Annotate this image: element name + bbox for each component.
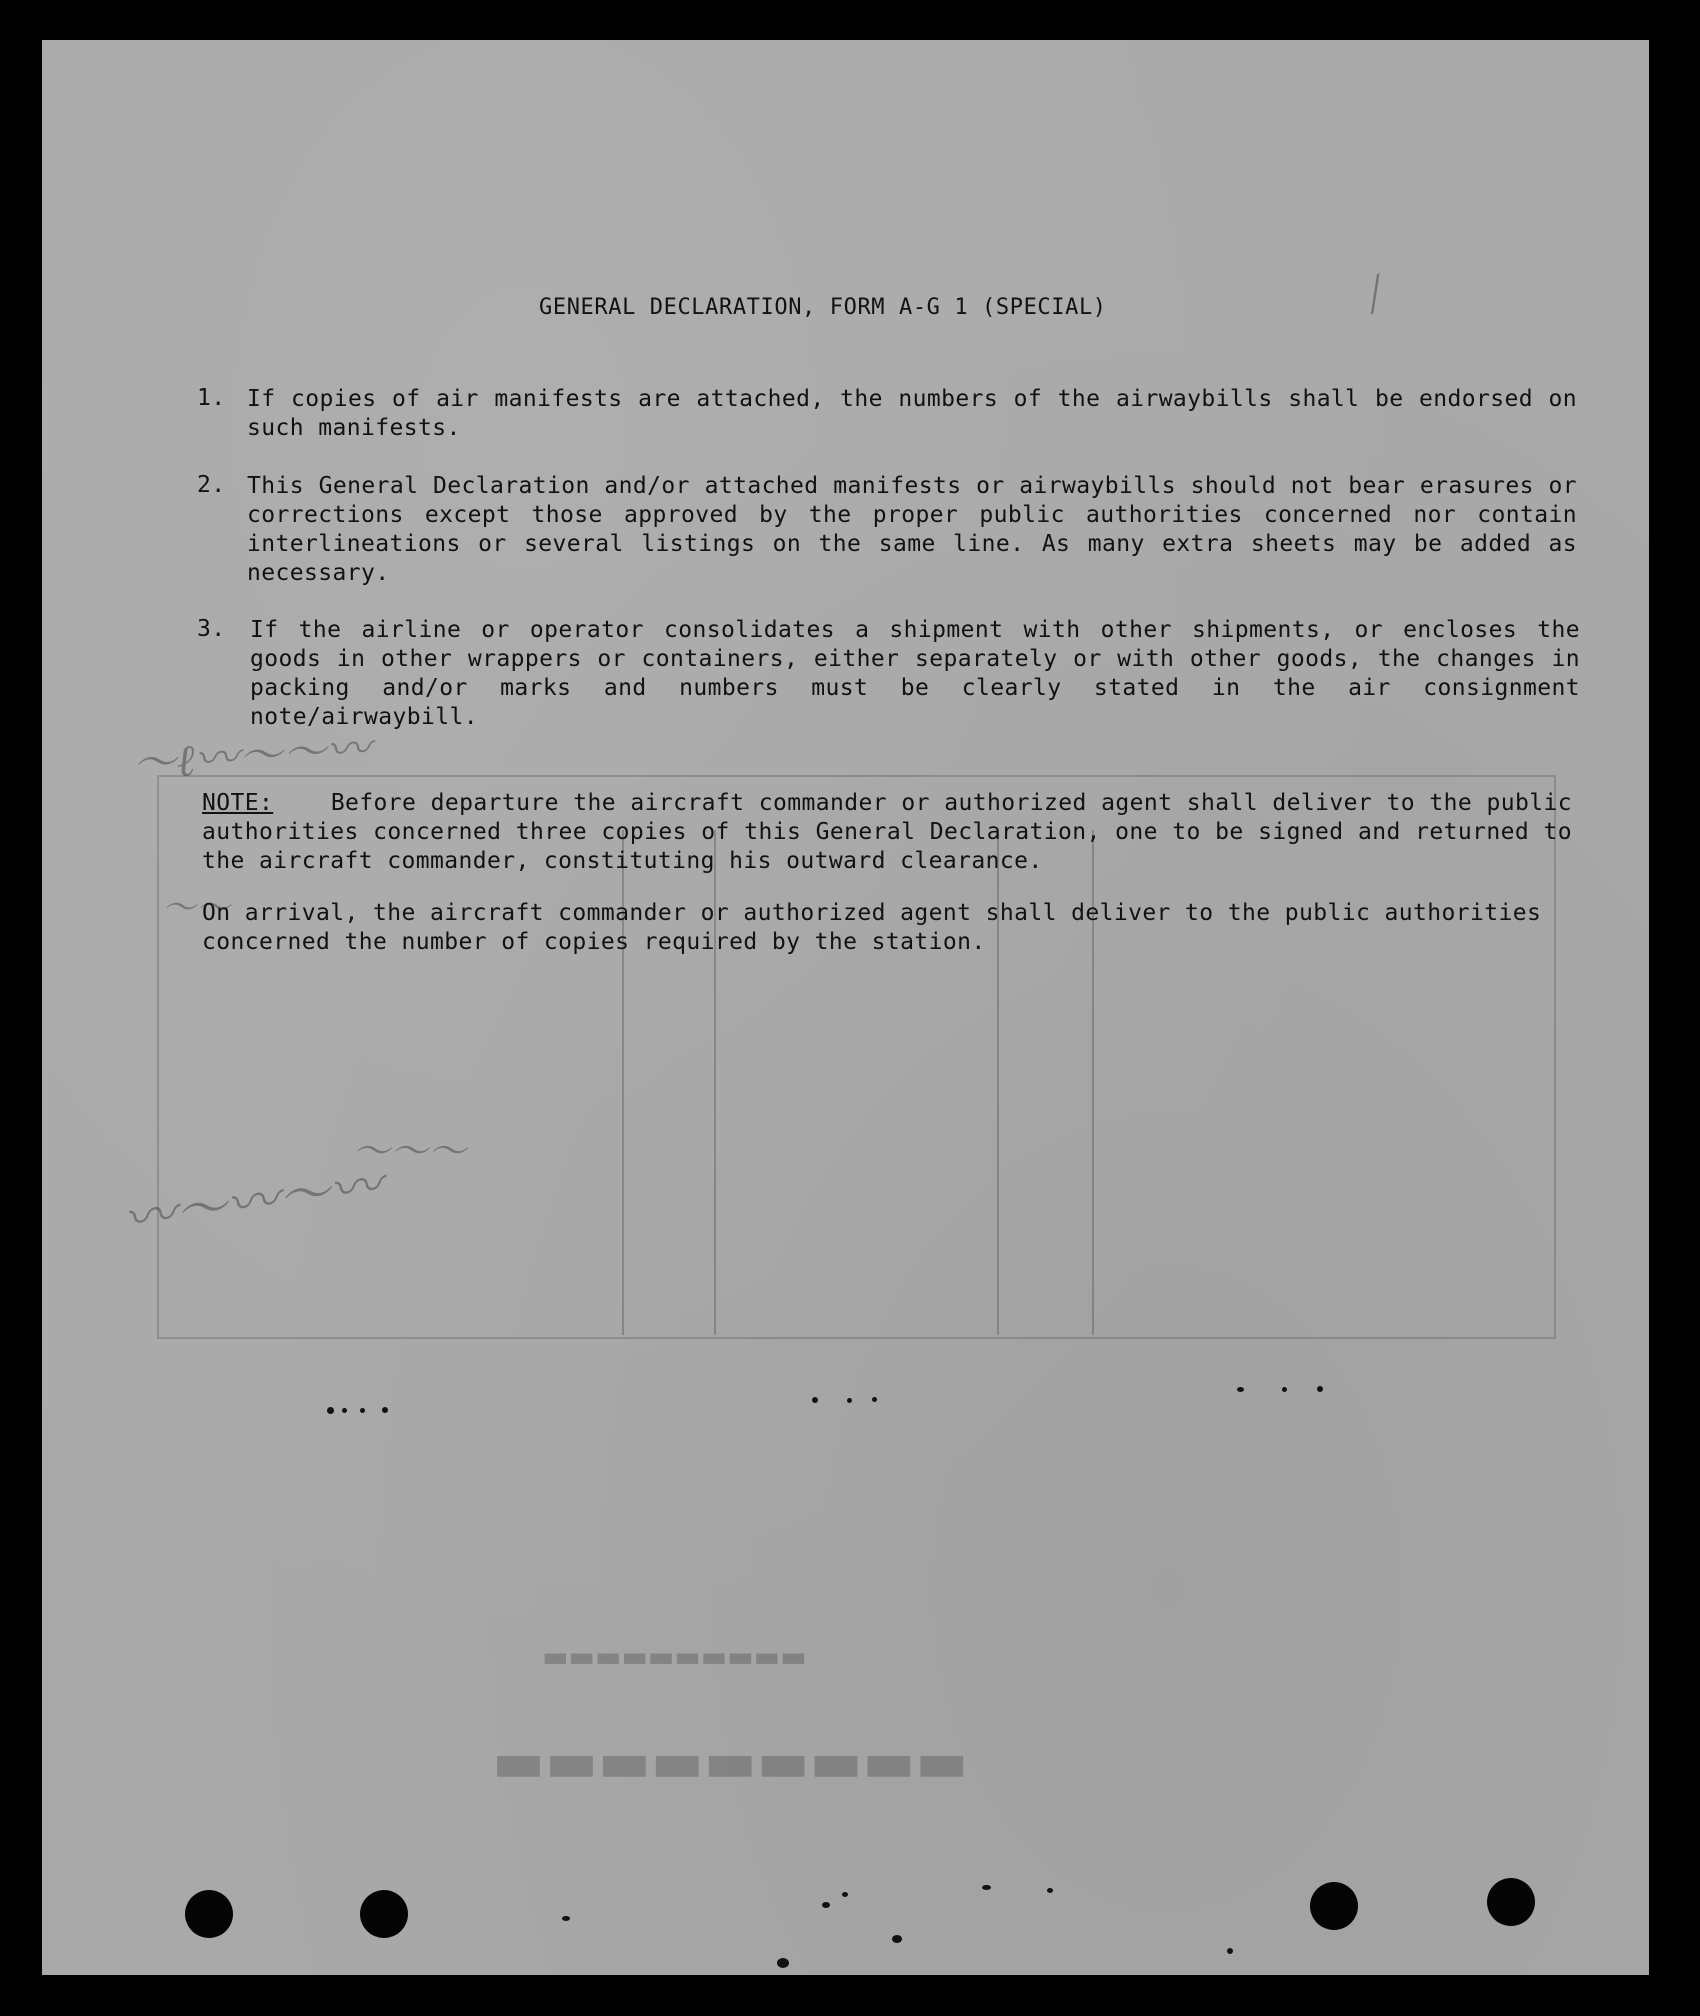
ink-speck <box>360 1408 365 1413</box>
ink-speck <box>1317 1386 1323 1392</box>
item-number: 3. <box>197 616 226 642</box>
ink-speck <box>1227 1948 1233 1954</box>
handwritten-mark: 〰〜〰〜〰 <box>119 1155 386 1251</box>
ink-speck <box>1047 1888 1053 1893</box>
punch-hole <box>185 1890 233 1938</box>
ink-speck <box>812 1397 818 1403</box>
item-number: 2. <box>197 472 226 498</box>
ink-speck <box>382 1407 388 1413</box>
ink-speck <box>847 1398 852 1403</box>
ink-speck <box>562 1916 570 1921</box>
document-title: GENERAL DECLARATION, FORM A-G 1 (SPECIAL) <box>539 295 1107 320</box>
handwritten-mark: 〜〜 <box>162 888 230 928</box>
document-page <box>42 40 1649 1975</box>
bleed-through-subheading: ▬▬▬▬▬▬▬▬▬▬ <box>542 1640 807 1673</box>
ink-speck <box>892 1935 902 1943</box>
punch-hole <box>1487 1878 1535 1926</box>
item-number: 1. <box>197 385 226 411</box>
note-text: Before departure the aircraft commander or authorized agent shall deliver to the public authorities concerned three copies of this General Declaration, one to be signed and returned to the aircraft commander, constituting his outward clearance. <box>202 790 1572 874</box>
ink-speck <box>777 1958 789 1968</box>
punch-hole <box>1310 1882 1358 1930</box>
ink-speck <box>842 1892 848 1897</box>
ink-speck <box>1237 1387 1244 1392</box>
note-paragraph <box>202 789 1572 876</box>
ink-speck <box>327 1407 334 1414</box>
item-text: This General Declaration and/or attached manifests or airwaybills should not bear erasures or corrections except those approved by the proper public authorities concerned nor contain interlineations or several listings on the same line. As many extra sheets may be added as necessary. <box>247 473 1577 586</box>
ink-speck <box>1282 1387 1287 1392</box>
note-section <box>202 789 1572 957</box>
bleed-through-form <box>42 40 1649 1975</box>
handwritten-mark: 〜ℓ〰〜〜〰 <box>130 722 373 791</box>
bleed-through-heading: ▬▬▬▬▬▬▬▬▬ <box>492 1730 969 1795</box>
handwritten-mark: ⁄ <box>1360 271 1391 318</box>
punch-hole <box>360 1890 408 1938</box>
ink-speck <box>342 1408 347 1413</box>
ink-speck <box>872 1397 877 1402</box>
item-text: If copies of air manifests are attached, the numbers of the airwaybills shall be endorsed on such manifests. <box>247 386 1577 441</box>
note-label: NOTE: <box>202 790 274 816</box>
item-text: If the airline or operator consolidates a shipment with other shipments, or encloses the goods in other wrappers or containers, either separately or with other goods, the changes in packing and/or marks and numbers must be clearly stated in the air consignment note/airwaybill. <box>250 617 1580 730</box>
arrival-paragraph: On arrival, the aircraft commander or authorized agent shall deliver to the public authorities concerned the number of copies required by the station. <box>202 900 1542 955</box>
handwritten-mark: 〜〜〜 <box>352 1129 467 1173</box>
ink-speck <box>822 1902 830 1908</box>
ink-speck <box>982 1885 991 1890</box>
